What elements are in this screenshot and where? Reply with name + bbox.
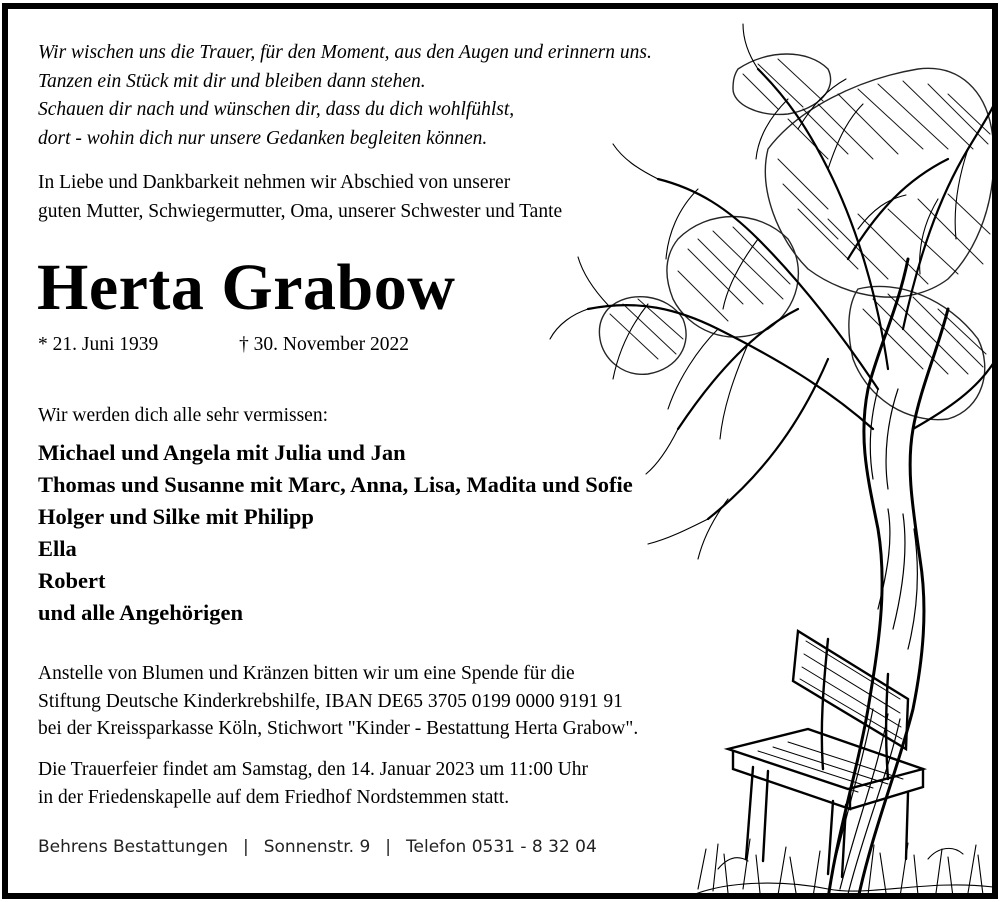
ceremony-line: in der Friedenskapelle auf dem Friedhof Nordstemmen statt. [38,787,510,808]
family-member: Holger und Silke mit Philipp [38,504,314,529]
intro-line: guten Mutter, Schwiegermutter, Oma, unserer Schwester und Tante [38,201,563,222]
memorial-poem [38,39,652,153]
family-list [38,437,633,629]
family-member: und alle Angehörigen [38,600,244,625]
death-date: † 30. November 2022 [239,334,410,355]
footer-separator: | [242,837,249,857]
deceased-name: Herta Grabow [37,251,456,324]
poem-line: Tanzen ein Stück mit dir und bleiben dann stehen. [38,70,426,92]
footer-separator: | [385,837,392,857]
funeral-home-name: Behrens Bestattungen [38,837,228,857]
funeral-ceremony-info [38,756,588,812]
donation-request [38,660,638,743]
birth-date: * 21. Juni 1939 [38,334,159,355]
poem-line: Schauen dir nach und wünschen dir, dass du dich wohlfühlst, [38,99,515,120]
miss-statement: Wir werden dich alle sehr vermissen: [38,405,328,426]
life-dates [38,332,410,358]
donation-line: bei der Kreissparkasse Köln, Stichwort "Kinder - Bestattung Herta Grabow". [38,718,639,739]
poem-line: dort - wohin dich nur unsere Gedanken begleiten können. [38,127,488,149]
donation-line: Anstelle von Blumen und Kränzen bitten wir um eine Spende für die [38,663,575,684]
intro-line: In Liebe und Dankbarkeit nehmen wir Abschied von unserer [38,172,511,193]
ceremony-line: Die Trauerfeier findet am Samstag, den 14. Januar 2023 um 11:00 Uhr [38,759,589,780]
family-member: Ella [38,536,77,561]
family-member: Thomas und Susanne mit Marc, Anna, Lisa, Madita und Sofie [38,472,633,497]
donation-line: Stiftung Deutsche Kinderkrebshilfe, IBAN DE65 3705 0199 0000 9191 91 [38,690,623,712]
poem-line: Wir wischen uns die Trauer, für den Moment, aus den Augen und erinnern uns. [38,42,652,63]
funeral-home-phone: Telefon 0531 - 8 32 04 [406,837,597,857]
family-member: Robert [38,568,106,593]
obituary-notice [2,3,998,899]
funeral-home-address: Sonnenstr. 9 [263,837,371,857]
funeral-home-footer [38,835,597,859]
family-member: Michael und Angela mit Julia und Jan [38,440,406,465]
farewell-intro [38,168,562,226]
